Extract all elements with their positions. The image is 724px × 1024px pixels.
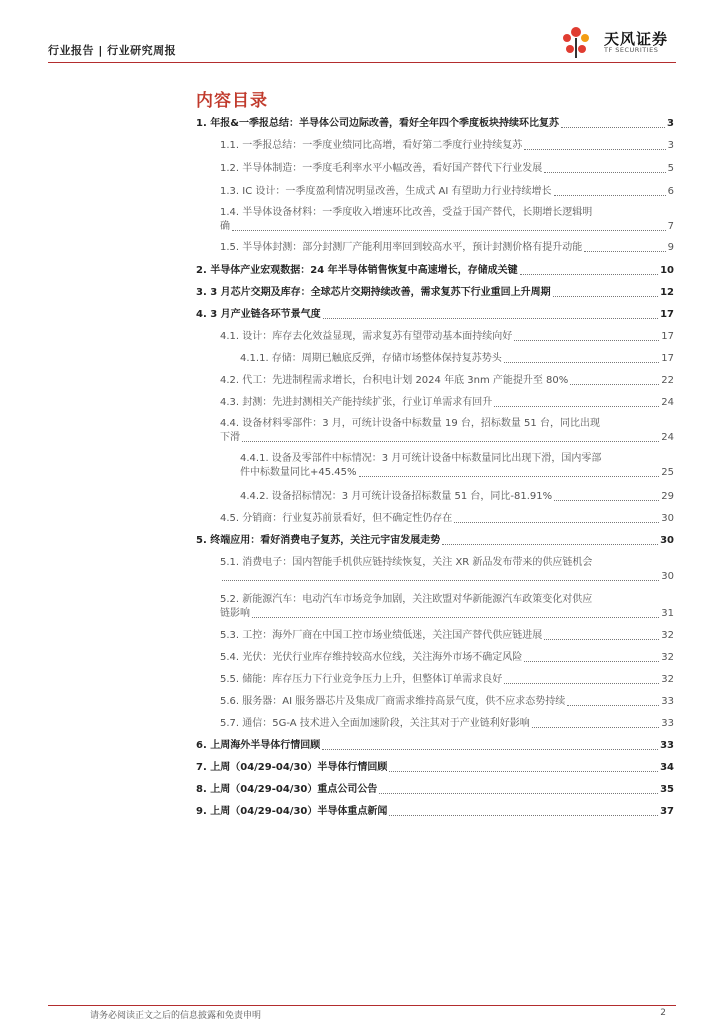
- toc-entry-text: 4.3. 封测：先进封测相关产能持续扩张，行业订单需求有回升: [220, 397, 493, 408]
- toc-page-number: 32: [661, 652, 674, 663]
- toc-entry[interactable]: [196, 805, 674, 819]
- toc-dot-leader: [514, 340, 659, 341]
- toc-entry-text: 4.5. 分销商：行业复苏前景看好，但不确定性仍存在: [220, 513, 453, 524]
- toc-title: 内容目录: [196, 91, 268, 111]
- toc-dot-leader: [504, 683, 659, 684]
- toc-page-number: 9: [667, 242, 674, 253]
- toc-entry-text: 下滑: [220, 432, 240, 443]
- toc-entry-text: 6. 上周海外半导体行情回顾: [196, 740, 321, 751]
- toc-entry[interactable]: [196, 783, 674, 797]
- toc-dot-leader: [379, 793, 658, 794]
- toc-dot-leader: [532, 727, 659, 728]
- toc-dot-leader: [442, 544, 658, 545]
- toc-entry[interactable]: [220, 629, 674, 643]
- toc-entry-text: 5.7. 通信：5G-A 技术进入全面加速阶段，关注其对于产业链利好影响: [220, 718, 530, 729]
- toc-dot-leader: [389, 815, 658, 816]
- toc-entry[interactable]: [220, 651, 674, 665]
- footer-divider: [48, 1005, 676, 1006]
- toc-dot-leader: [570, 384, 659, 385]
- toc-dot-leader: [520, 274, 658, 275]
- toc-entry[interactable]: [196, 117, 674, 131]
- toc-page-number: 37: [660, 806, 674, 817]
- logo-flower-icon: [556, 24, 596, 60]
- toc-entry-text: 4.4.1. 设备及零部件中标情况：3 月可统计设备中标数量同比出现下滑，国内零部: [240, 453, 602, 464]
- footer-disclaimer: 请务必阅读正文之后的信息披露和免责申明: [90, 1011, 262, 1021]
- toc-entry-text: 5. 终端应用：看好消费电子复苏，关注元宇宙发展走势: [196, 535, 441, 546]
- toc-entry-text: 3. 3 月芯片交期及库存：全球芯片交期持续改善，需求复苏下行业重回上升周期: [196, 287, 551, 298]
- toc-entry[interactable]: [196, 739, 674, 753]
- toc-dot-leader: [322, 749, 658, 750]
- toc-dot-leader: [554, 195, 666, 196]
- toc-entry[interactable]: [220, 241, 674, 255]
- toc-dot-leader: [494, 406, 659, 407]
- toc-dot-leader: [232, 230, 666, 231]
- toc-entry-text: 1.5. 半导体封测：部分封测厂产能利用率回到较高水平，预计封测价格有提升动能: [220, 242, 583, 253]
- toc-entry[interactable]: [220, 185, 674, 199]
- toc-page-number: 29: [661, 491, 674, 502]
- toc-dot-leader: [554, 500, 659, 501]
- toc-dot-leader: [242, 441, 659, 442]
- toc-page-number: 24: [661, 397, 674, 408]
- toc-entry[interactable]: [220, 396, 674, 410]
- toc-dot-leader: [524, 149, 665, 150]
- toc-entry-text: 件中标数量同比+45.45%: [240, 467, 357, 478]
- toc-page-number: 33: [661, 696, 674, 707]
- toc-dot-leader: [323, 318, 658, 319]
- toc-dot-leader: [561, 127, 665, 128]
- page-number: 2: [660, 1008, 666, 1018]
- toc-page-number: 17: [661, 353, 674, 364]
- toc-entry-text: 9. 上周（04/29-04/30）半导体重点新闻: [196, 806, 388, 817]
- toc-page-number: 6: [667, 186, 674, 197]
- toc-dot-leader: [454, 522, 659, 523]
- toc-entry-text: 确: [220, 221, 230, 232]
- toc-page-number: 5: [667, 163, 674, 174]
- toc-entry[interactable]: [196, 761, 674, 775]
- toc-entry[interactable]: [220, 556, 674, 584]
- toc-entry[interactable]: [240, 352, 674, 366]
- toc-page-number: 17: [661, 331, 674, 342]
- logo-subtitle: TF SECURITIES: [604, 46, 659, 54]
- toc-entry-text: 4.1.1. 存储：周期已触底反弹，存储市场整体保持复苏势头: [240, 353, 502, 364]
- toc-page-number: 24: [661, 432, 674, 443]
- toc-entry-text: 1.4. 半导体设备材料：一季度收入增速环比改善，受益于国产替代，长期增长逻辑明: [220, 207, 593, 218]
- toc-entry-text: 1.3. IC 设计：一季度盈利情况明显改善，生成式 AI 有望助力行业持续增长: [220, 186, 552, 197]
- toc-entry-text: 5.5. 储能：库存压力下行业竞争压力上升，但整体订单需求良好: [220, 674, 503, 685]
- toc-entry[interactable]: [240, 452, 674, 480]
- toc-entry[interactable]: [196, 286, 674, 300]
- toc-entry-text: 2. 半导体产业宏观数据：24 年半导体销售恢复中高速增长，存储成关键: [196, 265, 518, 276]
- toc-entry[interactable]: [220, 512, 674, 526]
- toc-page-number: 32: [661, 674, 674, 685]
- toc-entry[interactable]: [240, 490, 674, 504]
- toc-entry[interactable]: [220, 162, 674, 176]
- toc-entry-text: 8. 上周（04/29-04/30）重点公司公告: [196, 784, 378, 795]
- toc-dot-leader: [553, 296, 658, 297]
- toc-dot-leader: [389, 771, 658, 772]
- toc-entry[interactable]: [220, 695, 674, 709]
- toc-page-number: 7: [667, 221, 674, 232]
- toc-entry[interactable]: [220, 417, 674, 445]
- toc-entry-text: 4.4. 设备材料零部件：3 月，可统计设备中标数量 19 台，招标数量 51 台，同比出现: [220, 418, 600, 429]
- toc-page-number: 32: [661, 630, 674, 641]
- toc-page-number: 30: [661, 571, 674, 582]
- toc-page-number: 30: [660, 535, 674, 546]
- toc-entry-text: 5.2. 新能源汽车：电动汽车市场竞争加剧，关注欧盟对华新能源汽车政策变化对供应: [220, 594, 593, 605]
- toc-page-number: 34: [660, 762, 674, 773]
- toc-entry[interactable]: [220, 139, 674, 153]
- toc-entry-text: 5.4. 光伏：光伏行业库存维持较高水位线，关注海外市场不确定风险: [220, 652, 523, 663]
- toc-entry[interactable]: [220, 673, 674, 687]
- toc-dot-leader: [584, 251, 665, 252]
- company-logo: [556, 24, 676, 60]
- toc-page-number: 31: [661, 608, 674, 619]
- toc-page-number: 3: [667, 140, 674, 151]
- toc-page-number: 17: [660, 309, 674, 320]
- toc-page-number: 25: [661, 467, 674, 478]
- toc-dot-leader: [567, 705, 659, 706]
- toc-entry-text: 4.1. 设计：库存去化效益显现，需求复苏有望带动基本面持续向好: [220, 331, 513, 342]
- toc-entry[interactable]: [196, 264, 674, 278]
- toc-page-number: 35: [660, 784, 674, 795]
- toc-entry-text: 5.1. 消费电子：国内智能手机供应链持续恢复，关注 XR 新品发布带来的供应链机会: [220, 557, 593, 568]
- toc-entry-text: 5.3. 工控：海外厂商在中国工控市场业绩低迷，关注国产替代供应链进展: [220, 630, 543, 641]
- header-divider: [48, 62, 676, 63]
- toc-entry[interactable]: [220, 330, 674, 344]
- toc-page-number: 3: [667, 118, 674, 129]
- toc-entry-text: 4.4.2. 设备招标情况：3 月可统计设备招标数量 51 台，同比-81.91%: [240, 491, 553, 502]
- toc-entry[interactable]: [196, 534, 674, 548]
- toc-entry[interactable]: [196, 308, 674, 322]
- toc-page-number: 12: [660, 287, 674, 298]
- toc-page-number: 33: [660, 740, 674, 751]
- toc-dot-leader: [544, 639, 659, 640]
- toc-page-number: 10: [660, 265, 674, 276]
- toc-entry[interactable]: [220, 717, 674, 731]
- toc-dot-leader: [504, 362, 659, 363]
- toc-entry-text: 1.2. 半导体制造：一季度毛利率水平小幅改善，看好国产替代下行业发展: [220, 163, 543, 174]
- report-header: 行业报告 | 行业研究周报: [48, 44, 177, 57]
- toc-entry-text: 4. 3 月产业链各环节景气度: [196, 309, 321, 320]
- toc-entry-text: 1. 年报&一季报总结：半导体公司边际改善，看好全年四个季度板块持续环比复苏: [196, 118, 559, 129]
- toc-entry-text: 7. 上周（04/29-04/30）半导体行情回顾: [196, 762, 388, 773]
- toc-entry-text: 链影响: [220, 608, 250, 619]
- toc-entry[interactable]: [220, 374, 674, 388]
- toc-dot-leader: [252, 617, 659, 618]
- toc-page-number: 30: [661, 513, 674, 524]
- toc-entry[interactable]: [220, 206, 674, 234]
- toc-dot-leader: [222, 580, 659, 581]
- toc-entry[interactable]: [220, 593, 674, 621]
- toc-dot-leader: [524, 661, 659, 662]
- toc-entry-text: 5.6. 服务器：AI 服务器芯片及集成厂商需求维持高景气度，供不应求态势持续: [220, 696, 566, 707]
- toc-page-number: 22: [661, 375, 674, 386]
- toc-page-number: 33: [661, 718, 674, 729]
- toc-entry-text: 1.1. 一季报总结：一季度业绩同比高增，看好第二季度行业持续复苏: [220, 140, 523, 151]
- toc-dot-leader: [544, 172, 665, 173]
- toc-entry-text: 4.2. 代工：先进制程需求增长，台积电计划 2024 年底 3nm 产能提升至 80%: [220, 375, 569, 386]
- logo-name: 天风证券: [604, 30, 669, 48]
- toc-dot-leader: [359, 476, 660, 477]
